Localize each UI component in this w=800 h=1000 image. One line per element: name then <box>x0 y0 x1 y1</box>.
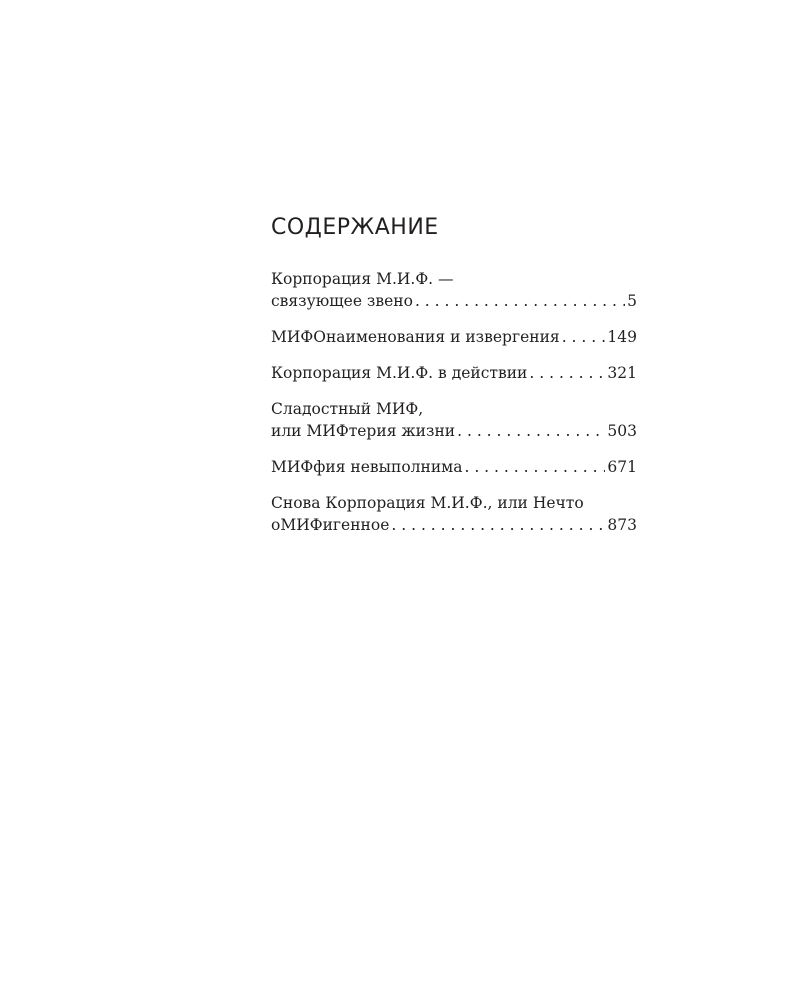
toc-entry-page-number: 671 <box>607 458 637 476</box>
dot-leader <box>415 290 625 312</box>
toc-entry[interactable] <box>271 362 637 384</box>
dot-leader <box>529 362 605 384</box>
dot-leader <box>391 514 605 536</box>
toc-entry-title: МИФфия невыполнима <box>271 458 463 476</box>
dot-leader <box>562 326 606 348</box>
toc-entry-title: оМИФигенное <box>271 516 390 534</box>
toc-entry-title-line: Сладостный МИФ, <box>271 400 424 418</box>
toc-entry-page-number: 5 <box>627 292 637 310</box>
toc-entry-page-number: 503 <box>607 422 637 440</box>
toc-title: СОДЕРЖАНИЕ <box>271 215 439 240</box>
toc-entry-page-number: 149 <box>607 328 637 346</box>
table-of-contents <box>271 214 637 550</box>
toc-entry-final-line <box>271 420 637 442</box>
toc-entry-title-line: Снова Корпорация М.И.Ф., или Нечто <box>271 494 584 512</box>
toc-entry-page-number: 321 <box>607 364 637 382</box>
dot-leader <box>457 420 605 442</box>
dot-leader <box>464 456 605 478</box>
toc-entry-title: МИФОнаименования и извергения <box>271 328 560 346</box>
toc-entry[interactable] <box>271 492 637 536</box>
toc-entry-title: Корпорация М.И.Ф. в действии <box>271 364 528 382</box>
toc-entry[interactable] <box>271 398 637 442</box>
toc-entry-title: или МИФтерия жизни <box>271 422 456 440</box>
toc-entry[interactable] <box>271 326 637 348</box>
toc-entry[interactable] <box>271 456 637 478</box>
toc-entry-page-number: 873 <box>607 516 637 534</box>
toc-entry-final-line <box>271 326 637 348</box>
toc-entry-title-line: Корпорация М.И.Ф. — <box>271 270 454 288</box>
toc-entry-final-line <box>271 456 637 478</box>
toc-entry-final-line <box>271 290 637 312</box>
toc-entry[interactable] <box>271 268 637 312</box>
toc-entry-final-line <box>271 362 637 384</box>
toc-list <box>271 268 637 536</box>
toc-entry-final-line <box>271 514 637 536</box>
toc-entry-title: связующее звено <box>271 292 413 310</box>
